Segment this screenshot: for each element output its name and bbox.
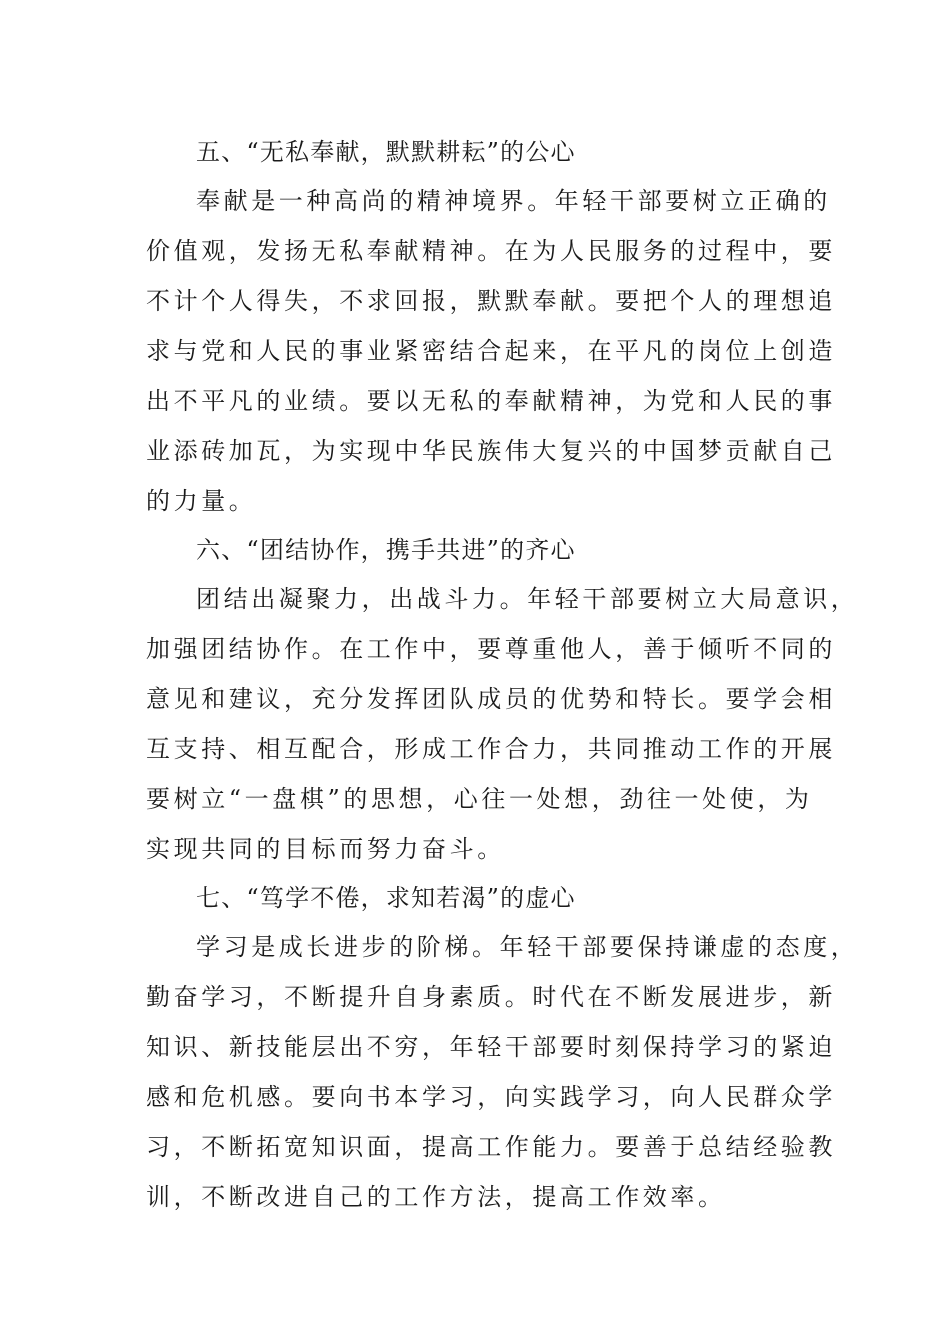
paragraph-line: 业添砖加瓦，为实现中华民族伟大复兴的中国梦贡献自己	[146, 437, 836, 465]
paragraph-line: 价值观，发扬无私奉献精神。在为人民服务的过程中，要	[146, 237, 836, 265]
section-heading-6: 六、“团结协作，携手共进”的齐心	[196, 536, 576, 564]
paragraph-line: 知识、新技能层出不穷，年轻干部要时刻保持学习的紧迫	[146, 1033, 836, 1061]
paragraph-line: 训，不断改进自己的工作方法，提高工作效率。	[146, 1183, 726, 1211]
section-heading-7: 七、“笃学不倦，求知若渴”的虚心	[196, 884, 576, 912]
paragraph-line: 加强团结协作。在工作中，要尊重他人，善于倾听不同的	[146, 635, 836, 663]
paragraph-line: 意见和建议，充分发挥团队成员的优势和特长。要学会相	[146, 685, 836, 713]
paragraph-line: 团结出凝聚力，出战斗力。年轻干部要树立大局意识，	[196, 585, 859, 613]
paragraph-line: 实现共同的目标而努力奋斗。	[146, 835, 505, 863]
paragraph-line: 的力量。	[146, 487, 257, 515]
paragraph-line: 奉献是一种高尚的精神境界。年轻干部要树立正确的	[196, 187, 831, 215]
paragraph-line: 勤奋学习，不断提升自身素质。时代在不断发展进步，新	[146, 983, 836, 1011]
paragraph-line: 要树立“一盘棋”的思想，心往一处想，劲往一处使，为	[146, 785, 813, 813]
paragraph-line: 出不平凡的业绩。要以无私的奉献精神，为党和人民的事	[146, 387, 836, 415]
section-heading-5: 五、“无私奉献，默默耕耘”的公心	[196, 138, 576, 166]
paragraph-line: 感和危机感。要向书本学习，向实践学习，向人民群众学	[146, 1083, 836, 1111]
paragraph-line: 求与党和人民的事业紧密结合起来，在平凡的岗位上创造	[146, 337, 836, 365]
paragraph-line: 互支持、相互配合，形成工作合力，共同推动工作的开展	[146, 735, 836, 763]
paragraph-line: 不计个人得失，不求回报，默默奉献。要把个人的理想追	[146, 287, 836, 315]
paragraph-line: 习，不断拓宽知识面，提高工作能力。要善于总结经验教	[146, 1133, 836, 1161]
paragraph-line: 学习是成长进步的阶梯。年轻干部要保持谦虚的态度，	[196, 933, 859, 961]
